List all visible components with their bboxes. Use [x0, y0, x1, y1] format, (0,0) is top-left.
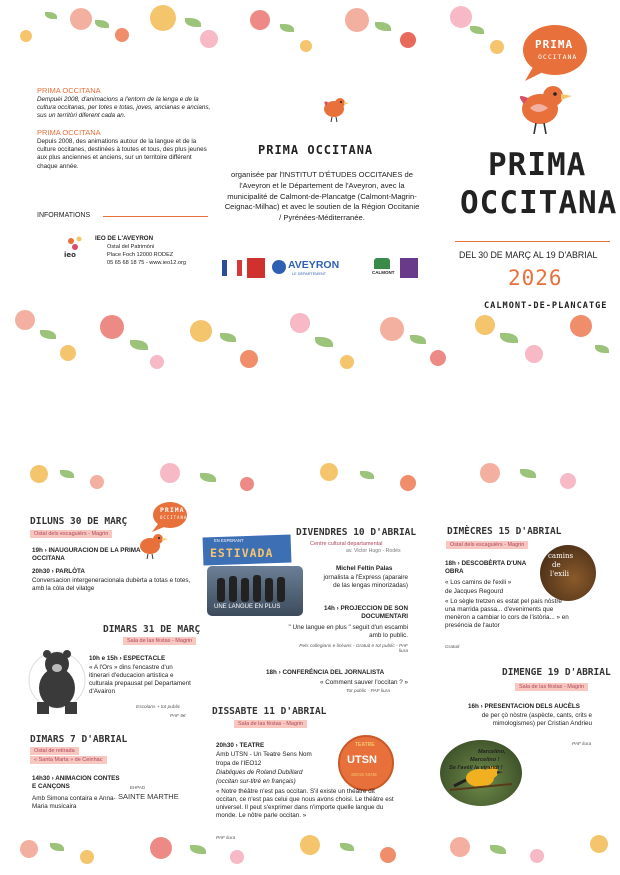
col3-event2-text: de per çò nòstre (aspècte, cants, crits e mimologismes) per Cristian Andrieu	[481, 712, 592, 728]
festival-place: CALMONT-DE-PLANCATGE	[484, 301, 608, 311]
col2-event1-text: " Une langue en plus " seguit d'un escambi amb lo public.	[288, 624, 408, 640]
col3-event1-text2: de Jacques Regourd	[445, 588, 504, 595]
bear-illustration	[27, 642, 87, 720]
col1-day2-heading: DIMARS 31 DE MARÇ	[103, 624, 201, 635]
calmont-logo-mark	[374, 258, 390, 269]
col1-event1: 19h › INAUGURACION DE LA PRIMA OCCITANA	[32, 547, 141, 563]
floral-band-bottom	[0, 825, 620, 875]
col1-day3-heading: DIMARS 7 D'ABRIAL	[30, 734, 128, 745]
badge-text-1: PRIMA	[535, 38, 574, 51]
col1-event3: 10h e 15h › ESPECTACLE	[89, 655, 166, 662]
bird-caption-2: Marcelino !	[470, 757, 500, 763]
ieo-address-1: Ostal del Patrimòni	[107, 244, 155, 250]
festival-year: 2026	[508, 266, 563, 290]
col2-day1-heading: DIVENDRES 10 D'ABRIAL	[296, 527, 417, 538]
col1-event4-text: Amb Simona contaira e Anna-Maria musicaira	[32, 795, 116, 811]
festival-dates: DEL 30 DE MARÇ AL 19 D'ABRIAL	[459, 250, 598, 260]
estivada-banner-text: ESTIVADA	[210, 546, 274, 560]
aveyron-logo-sub: LE DÉPARTEMENT	[292, 272, 327, 276]
col3-day1-heading: DIMÈCRES 15 D'ABRIAL	[447, 526, 562, 537]
bird-caption-3: Se l'avèli la viraridi !	[449, 765, 503, 771]
col1-event3-note1: Escolans + tot public	[136, 705, 181, 710]
col1-event3-text: « A l'Ors » dins l'encastre d'un itinerari d'educacion artistica e culturala prepausat pel Departament d'Avairon	[89, 664, 191, 696]
estivada-banner-small: EN ESPERANT	[214, 538, 244, 543]
ieo-address-2: Place Foch 12000 RODEZ	[107, 252, 174, 258]
col2-event3-play: Diabliques de Roland Dubillard	[216, 769, 303, 776]
col1-day1-heading: DILUNS 30 DE MARÇ	[30, 516, 128, 527]
intro-french-title: PRIMA OCCITANA	[37, 128, 101, 137]
col2-event3: 20h30 › TEATRE	[216, 742, 265, 749]
col1-day2-place: Sala de las fèstas - Magrin	[123, 637, 196, 645]
center-bird-icon	[318, 92, 350, 124]
utsn-stamp-bottom: SENS NOM	[351, 773, 377, 778]
col2-event3-text1: Amb UTSN - Un Teatre Sens Nom	[216, 751, 312, 758]
col3-day2-heading: DIMENGE 19 D'ABRIAL	[502, 667, 611, 678]
info-divider	[103, 216, 208, 217]
aveyron-logo: AVEYRON	[288, 259, 340, 271]
col2-day2-place: Sala de las fèstas - Magrin	[234, 720, 307, 728]
intro-occitan-title: PRIMA OCCITANA	[37, 86, 101, 95]
col2-event2-note: Tot public - PAF liura	[346, 689, 390, 694]
main-bird-icon	[512, 76, 574, 138]
floral-band-program-top	[0, 455, 620, 505]
utsn-stamp-main: UTSN	[347, 754, 377, 766]
main-title-line-1: PRIMA	[488, 147, 587, 183]
col2-event3-note: PAF liura	[216, 836, 236, 841]
svg-text:ieo: ieo	[64, 251, 76, 259]
ieo-logo	[63, 233, 89, 259]
book-cover-line-2: de	[552, 561, 561, 569]
col1-day1-place: Ostal dels escaguièrs - Magrin	[30, 530, 112, 538]
center-title: PRIMA OCCITANA	[258, 143, 374, 157]
republique-logo	[222, 260, 242, 276]
documentary-photo-caption: UNE LANGUE EN PLUS	[214, 604, 281, 610]
sainte-marthe-logo: SAINTE MARTHE	[118, 792, 179, 801]
intro-occitan-text: Dempuèi 2008, d'animacions a l'entorn de la lenga e de la cultura occitanas, per totes e totas, joves, ancianas e ancians, sus un territòri diferent cada an.	[37, 96, 211, 120]
col1-day3-place-1: Ostal de retirada	[30, 747, 79, 755]
col3-day1-place: Ostal dels escaguièrs - Magrin	[446, 541, 528, 549]
informations-label: INFORMATIONS	[37, 212, 91, 219]
col1-event4: 14h30 › ANIMACION CONTES E CANÇONS	[32, 775, 120, 791]
region-logo	[247, 258, 265, 278]
col1-event3-note2: PAF 5€	[170, 714, 186, 719]
col1-badge-text-2: OCCITANA	[160, 515, 188, 520]
col3-event1-text3: « Lo sègle tretzen es estat pel país nòstre una marrida passa... d'eveniments que menèron a cambiar lo cors de l'istòria... » en preséncia de l'autor	[445, 598, 569, 630]
col1-event2-text: Conversacion intergeneracionala dubèrta a totas e totes, amb la còla del vilatge	[32, 577, 191, 593]
col2-day1-place-2: av. Victor Hugo - Rodés	[346, 548, 401, 554]
intro-french-text: Depuis 2008, des animations autour de la langue et de la culture occitanes, destinées à toutes et tous, des plus jeunes aux plus anciennes et anciens, sur un territoire différent chaque année.	[37, 138, 207, 170]
partner-logo-square	[400, 258, 418, 278]
book-cover-line-1: camins	[548, 552, 574, 560]
col3-event1-note: Gratuit	[445, 645, 460, 650]
sainte-marthe-logo-top: EHPAD	[130, 785, 146, 790]
bird-caption-1: Marcelino,	[478, 749, 506, 755]
book-cover-line-3: l'exili	[550, 570, 569, 578]
col2-day1-place-1: Centre cultural departamental	[310, 541, 383, 547]
col3-event1-text1: « Los camins de l'exili »	[445, 579, 512, 586]
partner-logos	[222, 258, 422, 282]
col3-day2-place: Sala de las fèstas - Magrin	[515, 683, 588, 691]
main-title-line-2: OCCITANA	[460, 185, 618, 221]
col2-event3-quote: « Notre théâtre n'est pas occitan. S'il existe un théâtre dit occitan, ce n'est pas celui que nous avons choisi. Le théâtre est universel. Il peut s'exprimer dans n'importe quelle langue du monde. Le nôtre parle occitan. »	[216, 788, 394, 820]
ieo-name: IEO DE L'AVEYRON	[95, 235, 154, 242]
col2-guest-text: jornalista a l'Express (aparaire de las lengas minorizadas)	[323, 574, 408, 590]
col2-event3-text2: tropa de l'IEO12	[216, 760, 262, 767]
col2-guest-name: Michel Feltin Palas	[336, 565, 393, 572]
utsn-stamp-top: TEATRE	[355, 742, 375, 748]
col1-day3-place-2: « Santa Marta » de Ceinhac	[30, 756, 107, 764]
col2-event2-text: « Comment sauver l'occitan ? »	[320, 679, 408, 686]
ieo-contact: 05 65 68 18 75 - www.ieo12.org	[107, 260, 186, 266]
col1-event2: 20h30 › PARLÒTA	[32, 568, 85, 575]
col3-event1: 18h › DESCOBÈRTA D'UNA OBRA	[445, 560, 527, 576]
badge-text-2: OCCITANA	[538, 53, 578, 61]
col3-event2-note: PAF liura	[572, 742, 592, 747]
title-divider	[455, 241, 610, 242]
col2-day2-heading: DISSABTE 11 D'ABRIAL	[212, 706, 327, 717]
col1-badge-text-1: PRIMA	[160, 506, 185, 514]
floral-band-middle	[0, 295, 620, 405]
calmont-logo: CALMONT	[372, 270, 395, 275]
aveyron-logo-icon	[272, 260, 286, 274]
col2-event1-note: Pels collegians e licèans - Gratuit e tot public - PAF liura	[299, 644, 408, 654]
center-description: organisée par l'INSTITUT D'ÉTUDES OCCITANES de l'Aveyron et le Département de l'Aveyron, avec la municipalité de Calmont-de-Plancatge (Calmont-Magrin-Ceignac-Milhac) et avec le soutien de la Région Occitanie / Pyrénées-Méditerranée.	[224, 170, 420, 223]
col2-event3-play2: (occitan sur-titré en français)	[216, 778, 296, 785]
col3-event2: 16h › PRESENTACION DELS AUCÈLS	[468, 703, 580, 710]
col2-event2: 18h › CONFERÉNCIA DEL JORNALISTA	[266, 669, 385, 676]
col2-event1: 14h › PROJECCION DE SON DOCUMENTARI	[324, 605, 408, 621]
